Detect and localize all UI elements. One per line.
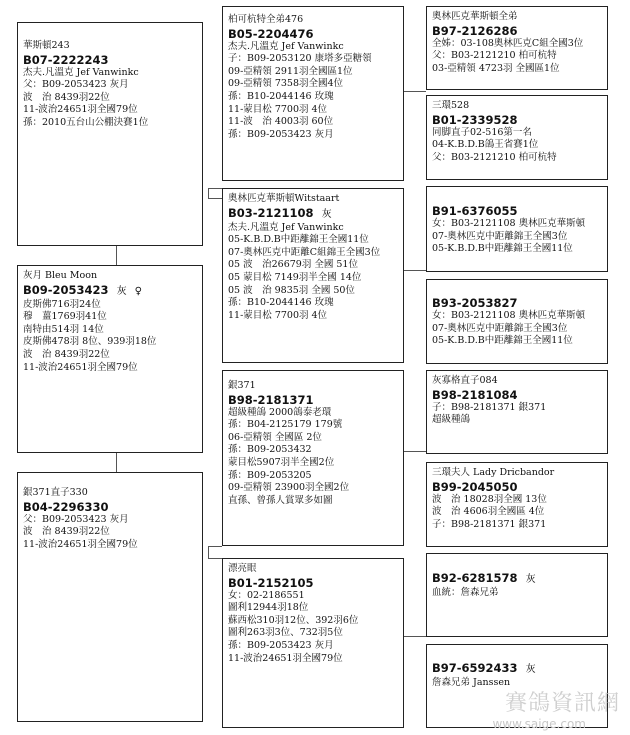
ring-number: B97-6592433 灰 — [432, 661, 536, 675]
ring-number: B92-6281578 灰 — [432, 571, 536, 585]
sex-symbol: ♀ — [134, 285, 142, 297]
record-line: 子：B09-2053120 康塔多亞糖領 — [228, 53, 372, 65]
record-line: 女：02-2186551 — [228, 589, 305, 601]
record-line: 父：B09-2053423 灰月 — [23, 79, 129, 91]
color-label: 灰 — [116, 285, 127, 297]
record-line: 波 治 8439羽22位 — [23, 91, 110, 103]
record-line: 05 蒙目松 7149羽半全國 14位 — [228, 271, 362, 283]
record-line: 03-亞精領 4723羽 全國區1位 — [432, 62, 560, 74]
record-line: 孫：B10-2044146 玫瑰 — [228, 90, 334, 102]
record-line: 波 治 8439羽22位 — [23, 348, 110, 360]
connector — [404, 91, 426, 92]
record-line: 孫：2010五台山公棚決賽1位 — [23, 116, 149, 128]
record-line: 孫：B09-2053432 — [228, 444, 312, 456]
ring-number: B03-2121108 灰 — [228, 205, 332, 220]
pedigree-box-gen3 — [426, 95, 608, 180]
pedigree-box-dam — [17, 472, 203, 722]
bird-name: 銀371直子330 — [23, 487, 88, 498]
record-line: 07-奧林匹克中距離錦王全國3位 — [432, 230, 568, 242]
connector — [208, 546, 209, 558]
record-line: 血統：詹森兄弟 — [432, 587, 499, 598]
bird-name: 漂亮眼 — [228, 563, 257, 574]
bird-name: 灰寡格直子084 — [432, 375, 498, 386]
record-line: 女：B03-2121108 奧林匹克華斯頓 — [432, 310, 586, 321]
record-line: 波 治 18028羽全國 13位 — [432, 493, 547, 505]
record-line: 11-波治24651羽全國79位 — [23, 538, 138, 550]
record-line: 11-蒙目松 7700羽 4位 — [228, 309, 328, 321]
record-line: 杰夫.凡溫克 Jef Vanwinkc — [23, 66, 139, 78]
bird-name: 三環528 — [432, 100, 470, 111]
pedigree-box-gen3 — [426, 279, 608, 364]
connector — [404, 636, 426, 637]
record-line: 同脚直子02-516第一名 — [432, 126, 532, 138]
record-line: 父：B03-2121210 柏可杭特 — [432, 50, 557, 62]
bird-name: 灰月 Bleu Moon — [23, 270, 98, 281]
ring-number: B04-2296330 — [23, 499, 109, 514]
record-line: 波 治 4606羽全國區 4位 — [432, 506, 545, 518]
record-line: 04-K.B.D.B鴿王省賽1位 — [432, 139, 539, 151]
record-line: 圖利12944羽18位 — [228, 602, 309, 614]
bird-name: 三環夫人 Lady Dricbandor — [432, 467, 555, 478]
color-label: 灰 — [321, 208, 332, 220]
record-line: 11-波 治 4003羽 60位 — [228, 116, 334, 128]
bird-name: 華斯頓243 — [23, 40, 70, 51]
ring-number: B91-6376055 — [432, 204, 518, 218]
record-line: 杰夫.凡溫克 Jef Vanwinkc — [228, 40, 344, 52]
record-line: 女：B03-2121108 奧林匹克華斯頓 — [432, 218, 586, 229]
pedigree-box-gen3 — [426, 462, 608, 547]
record-line: 05 波 治26679羽 全國 51位 — [228, 259, 358, 271]
watermark-brand: 賽鴿資訊網 — [504, 691, 620, 716]
pedigree-box-gen3 — [426, 186, 608, 272]
ring-number: B97-2126286 — [432, 23, 518, 38]
ring-number: B99-2045050 — [432, 479, 518, 494]
record-line: 07-奧林匹克中距離錦王全國3位 — [432, 322, 568, 334]
ring-number: B01-2152105 — [228, 575, 314, 590]
color-label: 灰 — [525, 574, 536, 585]
record-line: 09-亞精領 2911羽全國區1位 — [228, 65, 353, 77]
record-line: 11-波治24651羽全國79位 — [23, 104, 138, 116]
connector — [208, 188, 209, 198]
ring-number: B98-2181371 — [228, 392, 314, 407]
record-line: 父：B03-2121210 柏可杭特 — [432, 151, 557, 163]
record-line: 05 波 治 9835羽 全國 50位 — [228, 284, 355, 296]
pedigree-box-gen2 — [222, 188, 404, 363]
connector — [208, 198, 222, 199]
record-line: 孫：B09-2053205 — [228, 469, 312, 481]
record-line: 05-K.B.D.B中距離錦王全國11位 — [432, 243, 573, 255]
record-line: 05-K.B.D.B中距離錦王全國11位 — [228, 234, 369, 246]
connector — [208, 558, 222, 559]
connector — [404, 270, 426, 271]
connector — [208, 546, 222, 547]
bird-name: 奧林匹克華斯頓全弟 — [432, 11, 518, 22]
pedigree-box-gen3 — [426, 553, 608, 637]
record-line: 蘇西松310羽12位、392羽6位 — [228, 614, 359, 626]
record-line: 11-波治24651羽全國79位 — [23, 361, 138, 373]
record-line: 直孫、曾孫人賞眾多如圖 — [228, 494, 333, 506]
record-line: 詹森兄弟 Janssen — [432, 677, 511, 688]
record-line: 11-蒙目松 7700羽 4位 — [228, 103, 328, 115]
record-line: 子：B98-2181371 銀371 — [432, 518, 547, 530]
record-line: 皮斯佛716羽24位 — [23, 298, 101, 310]
record-line: 孫：B09-2053423 灰月 — [228, 128, 334, 140]
record-line: 圖利263羽3位、732羽5位 — [228, 627, 343, 639]
pedigree-box-gen3 — [426, 370, 608, 454]
record-line: 05-K.B.D.B中距離錦王全國11位 — [432, 335, 573, 347]
connector — [404, 451, 426, 452]
color-label: 灰 — [525, 664, 536, 675]
ring-number: B09-2053423 灰 ♀ — [23, 282, 142, 297]
watermark-url: www.saige.com — [492, 717, 586, 731]
record-line: 孫：B09-2053423 灰月 — [228, 639, 334, 651]
record-line: 杰夫.凡溫克 Jef Vanwinkc — [228, 221, 344, 233]
bird-name: 奧林匹克華斯頓Witstaart — [228, 193, 340, 204]
pedigree-box-gen2 — [222, 6, 404, 181]
record-line: 蒙目松5907羽半全國2位 — [228, 456, 335, 468]
bird-name: 柏可杭特全弟476 — [228, 14, 304, 25]
record-line: 父：B09-2053423 灰月 — [23, 513, 129, 525]
record-line: 全姊：03-108奧林匹克C組全國3位 — [432, 37, 584, 49]
record-line: 子：B98-2181371 銀371 — [432, 401, 547, 413]
pedigree-box-gen2 — [222, 558, 404, 728]
connector — [116, 246, 117, 265]
ring-number: B93-2053827 — [432, 296, 518, 310]
record-line: 11-波治24651羽全國79位 — [228, 652, 343, 664]
record-line: 孫：B04-2125179 179號 — [228, 419, 343, 431]
record-line: 孫：B10-2044146 玫瑰 — [228, 297, 334, 309]
ring-number: B07-2222243 — [23, 52, 109, 67]
connector — [208, 188, 222, 189]
bird-name: 銀371 — [228, 380, 256, 391]
record-line: 09-亞精領 7358羽全國4位 — [228, 78, 344, 90]
record-line: 超級種鴿 — [432, 414, 471, 426]
ring-number: B98-2181084 — [432, 387, 518, 402]
record-line: 超級種鴿 2000鴿泰老環 — [228, 406, 332, 418]
pedigree-box-gen2 — [222, 370, 404, 546]
ring-number: B05-2204476 — [228, 26, 314, 41]
record-line: 南特由514羽 14位 — [23, 323, 104, 335]
pedigree-box-subject — [17, 265, 203, 453]
record-line: 波 治 8439羽22位 — [23, 526, 110, 538]
record-line: 06-亞精領 全國區 2位 — [228, 431, 322, 443]
pedigree-box-sire — [17, 22, 203, 246]
record-line: 穆 薑1769羽41位 — [23, 311, 107, 323]
record-line: 07-奧林匹克中距離C組錦王全國3位 — [228, 246, 381, 258]
record-line: 皮斯佛478羽 8位、939羽18位 — [23, 336, 157, 348]
connector — [116, 453, 117, 472]
record-line: 09-亞精領 23900羽全國2位 — [228, 482, 350, 494]
ring-number: B01-2339528 — [432, 112, 518, 127]
pedigree-box-gen3 — [426, 6, 608, 90]
